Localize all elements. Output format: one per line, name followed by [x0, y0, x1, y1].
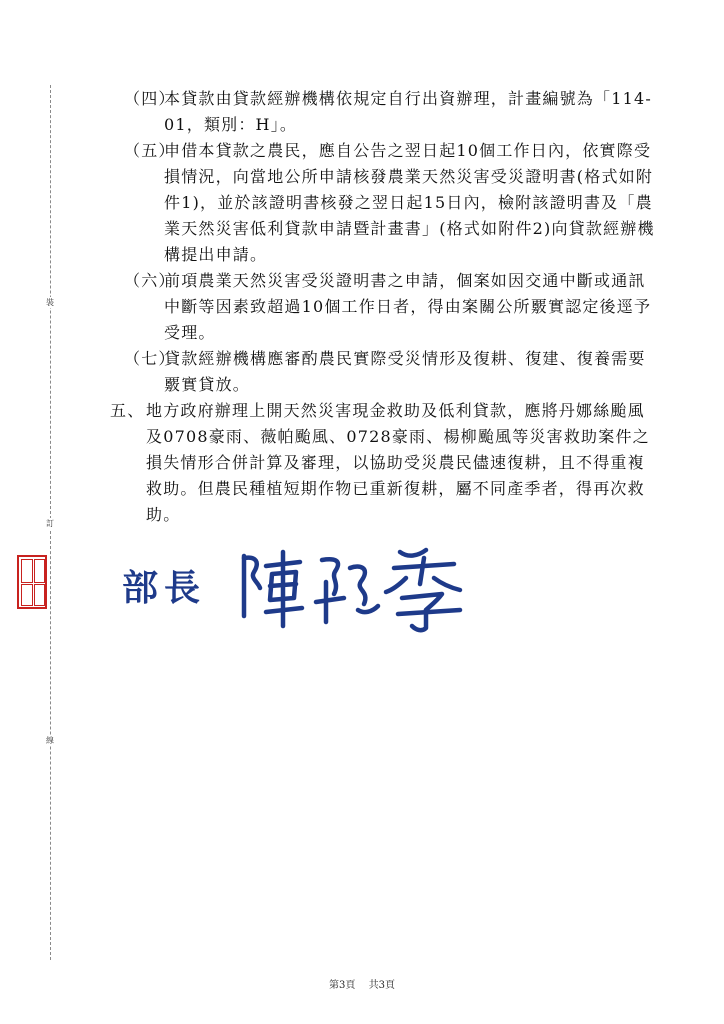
section-5: [110, 398, 658, 528]
clause-7: [110, 346, 658, 398]
signatory-title: 部長: [122, 568, 207, 609]
clause-marker: （五）: [124, 141, 176, 160]
binding-mark-ding: 訂: [46, 519, 54, 528]
clause-text: 貸款經辦機構應審酌農民實際受災情形及復耕、復建、復養需要覈實貸放。: [164, 349, 646, 394]
page-number: 第3頁: [329, 980, 356, 991]
page-total: 共3頁: [368, 980, 395, 991]
section-text: 地方政府辦理上開天然災害現金救助及低利貸款，應將丹娜絲颱風及0708豪雨、薇帕颱風、0728豪雨、楊柳颱風等災害救助案件之損失情形合併計算及審理，以協助受災農民儘速復耕，且不得重複救助。但農民種植短期作物已重新復耕，屬不同產季者，得再次救助。: [146, 401, 650, 524]
handwritten-signature: [230, 538, 480, 633]
clause-text: 申借本貸款之農民，應自公告之翌日起10個工作日內，依實際受損情況，向當地公所申請核發農業天然災害受災證明書(格式如附件1)，並於該證明書核發之翌日起15日內，檢附該證明書及「農業天然災害低利貸款申請暨計畫書」(格式如附件2)向貸款經辦機構提出申請。: [164, 141, 655, 264]
clause-6: [110, 268, 658, 346]
clause-5: [110, 138, 658, 268]
minister-signature-block: [122, 538, 482, 633]
document-body: [110, 86, 658, 528]
section-marker: 五、: [110, 401, 145, 420]
clause-4: [110, 86, 658, 138]
clause-marker: （四）: [124, 89, 176, 108]
red-seal-stamp: [17, 555, 47, 609]
clause-text: 本貸款由貸款經辦機構依規定自行出資辦理，計畫編號為「114-01，類別：H」。: [164, 89, 652, 134]
clause-marker: （六）: [124, 271, 176, 290]
binding-mark-xian: 線: [46, 736, 54, 745]
clause-text: 前項農業天然災害受災證明書之申請，個案如因交通中斷或通訊中斷等因素致超過10個工作日者，得由案關公所覈實認定後逕予受理。: [164, 271, 652, 342]
binding-mark-zhuang: 裝: [46, 298, 54, 307]
page-footer: [0, 976, 724, 991]
clause-marker: （七）: [124, 349, 176, 368]
